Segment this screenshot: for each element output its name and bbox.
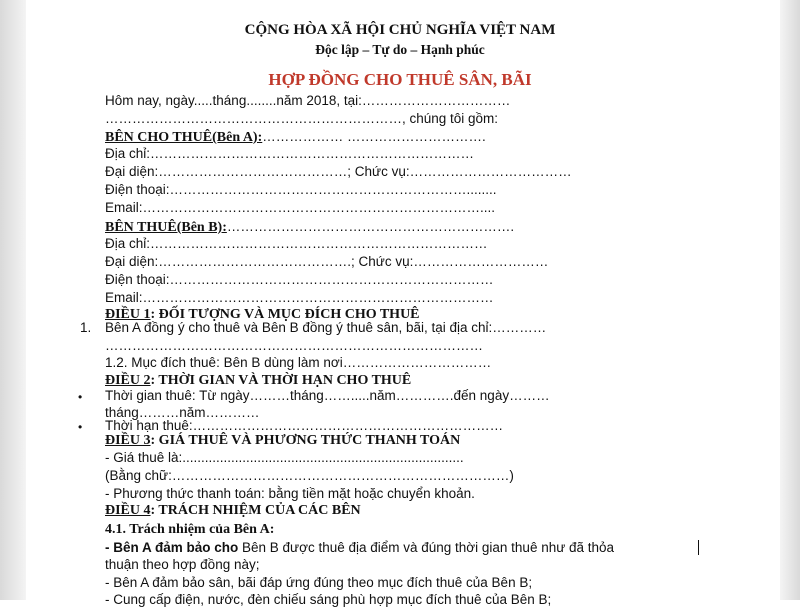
article-1-item-number: 1. <box>80 320 92 335</box>
document-title: HỢP ĐỒNG CHO THUÊ SÂN, BÃI <box>268 70 532 89</box>
article-4-line-2: thuận theo hợp đồng này; <box>105 557 260 572</box>
article-2-line-3: Thời hạn thuê:…………………………………………………………… <box>105 418 504 433</box>
party-a-address: Địa chỉ:……………………………………………………………… <box>105 146 475 161</box>
party-b-heading-dots: ………………………………………………………. <box>226 219 515 234</box>
party-a-representative: Đại diện:……………………………………; Chức vụ:……………………………… <box>105 164 572 179</box>
article-2-line-2: tháng………năm………… <box>105 405 260 420</box>
party-a-email: Email:………………………………………………………………….... <box>105 200 496 215</box>
party-a-phone: Điện thoại:…………………………………………………………........ <box>105 182 497 197</box>
article-2-heading <box>105 373 411 389</box>
article-4-line-3: - Bên A đảm bảo sân, bãi đáp ứng đúng theo mục đích thuê của Bên B; <box>105 575 533 590</box>
article-3-heading <box>105 433 460 449</box>
party-b-heading-label: BÊN THUÊ(Bên B): <box>105 220 227 235</box>
party-b-phone: Điện thoại:……………………………………………………………… <box>105 272 494 287</box>
article-4-heading <box>105 503 361 519</box>
article-2-title: : THỜI GIAN VÀ THỜI HẠN CHO THUÊ <box>150 373 412 388</box>
article-4-label: ĐIỀU 4 <box>105 503 151 518</box>
article-3-label: ĐIỀU 3 <box>105 433 151 448</box>
article-4-line-1-bold: - Bên A đảm bảo cho <box>105 540 239 555</box>
motto: Độc lập – Tự do – Hạnh phúc <box>315 42 485 57</box>
party-b-heading <box>105 218 514 236</box>
bullet-icon: • <box>78 420 83 434</box>
party-a-heading-label: BÊN CHO THUÊ(Bên A): <box>105 130 263 145</box>
party-b-email: Email:…………………………………………………………………… <box>105 290 494 305</box>
intro-line-2: …………………………………………………………, chúng tôi gồm: <box>105 111 499 126</box>
party-b-representative: Đại diện:…………………………………….; Chức vụ:………………………… <box>105 254 549 269</box>
article-4-line-4: - Cung cấp điện, nước, đèn chiếu sáng phù hợp mục đích thuê của Bên B; <box>105 592 552 607</box>
article-3-title: : GIÁ THUÊ VÀ PHƯƠNG THỨC THANH TOÁN <box>150 433 461 448</box>
article-1-item-2: 1.2. Mục đích thuê: Bên B dùng làm nơi…………………………… <box>105 355 492 370</box>
article-1-title: : ĐỐI TƯỢNG VÀ MỤC ĐÍCH CHO THUÊ <box>150 307 420 322</box>
intro-line-1: Hôm nay, ngày.....tháng........năm 2018, tại:…………………………… <box>105 93 511 108</box>
page-left-margin <box>0 0 26 600</box>
article-2-label: ĐIỀU 2 <box>105 373 151 388</box>
article-4-subheading: 4.1. Trách nhiệm của Bên A: <box>105 522 275 537</box>
article-3-line-2: (Bằng chữ:…………………………………………………………………) <box>105 468 514 483</box>
country-header: CỘNG HÒA XÃ HỘI CHỦ NGHĨA VIỆT NAM <box>244 22 556 38</box>
text-cursor <box>698 540 699 555</box>
page-right-margin <box>780 0 800 600</box>
bullet-icon: • <box>78 390 83 404</box>
article-3-line-3: - Phương thức thanh toán: bằng tiền mặt hoặc chuyển khoản. <box>105 486 475 501</box>
article-4-title: : TRÁCH NHIỆM CỦA CÁC BÊN <box>150 503 361 518</box>
article-3-line-1: - Giá thuê là:........................................................................... <box>105 450 464 465</box>
party-b-address: Địa chỉ:………………………………………………………………… <box>105 236 488 251</box>
article-4-line-1 <box>105 540 614 555</box>
article-1-item-1-continued: ………………………………………………………………………… <box>105 338 483 353</box>
article-1-label: ĐIỀU 1 <box>105 307 151 322</box>
article-2-line-1: Thời gian thuê: Từ ngày………tháng…….....năm………….đến ngày……… <box>105 388 550 403</box>
party-a-heading <box>105 128 486 146</box>
party-a-heading-dots: ……………… …………………………. <box>262 129 486 144</box>
article-1-item-1: Bên A đồng ý cho thuê và Bên B đồng ý thuê sân, bãi, tại địa chỉ:………… <box>105 320 547 335</box>
article-4-line-1-rest: Bên B được thuê địa điểm và đúng thời gian thuê như đã thỏa <box>238 540 615 555</box>
